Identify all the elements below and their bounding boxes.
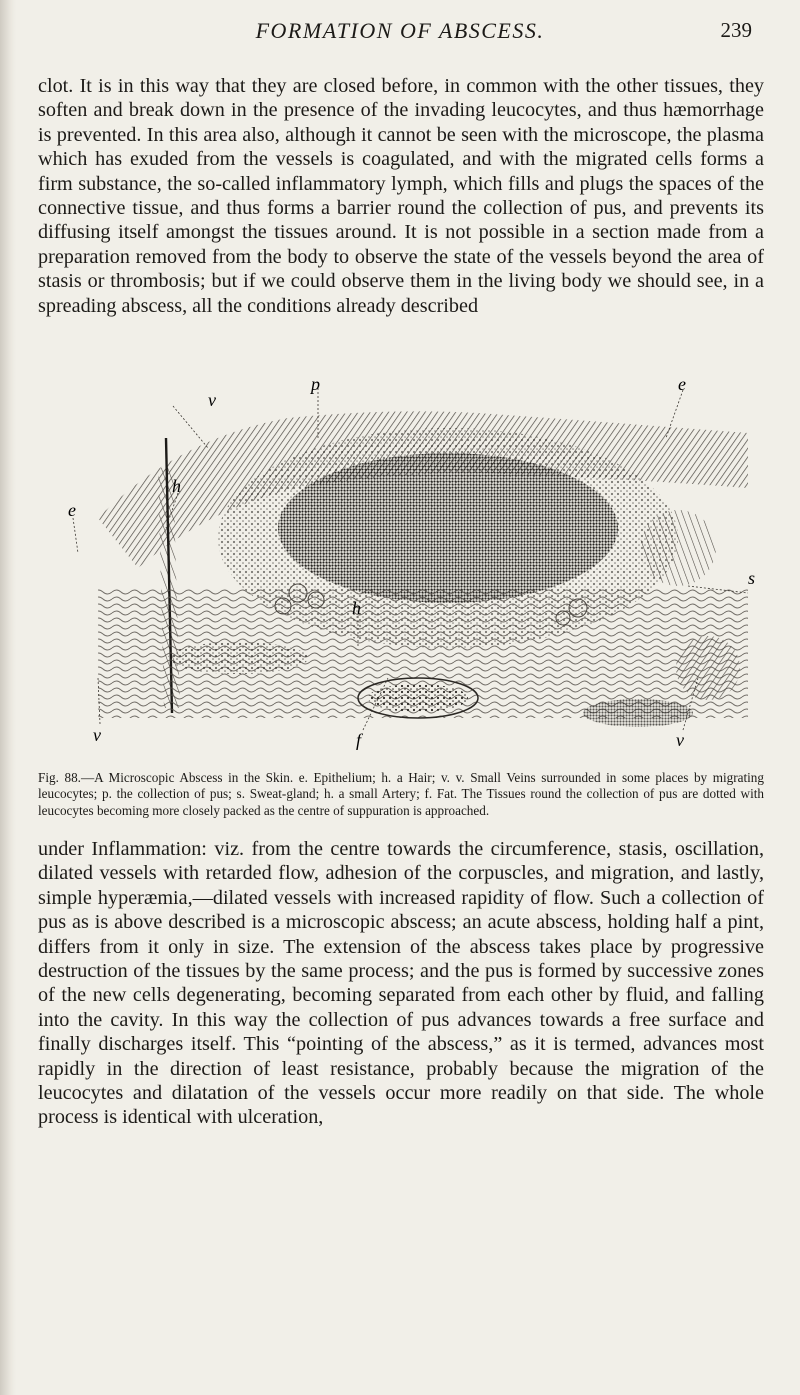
label-p: p (311, 378, 320, 394)
label-v-bottom-right: v (676, 730, 684, 750)
microscope-section-engraving (58, 378, 763, 758)
abscess-illustration (58, 378, 763, 758)
label-e-left: e (68, 500, 76, 520)
label-v-bottom-left: v (93, 725, 101, 745)
page-number: 239 (720, 18, 752, 42)
paragraph-top: clot. It is in this way that they are closed before, in common with the other tissues, they soften and break down in the presence of the invading leucocytes, and thus hæmorrhage is prevented. In this area also, although it cannot be seen with the microscope, the plasma which has exuded from the vessels is coagulated, and with the migrated cells forms a firm substance, the so-called inflammatory lymph, which fills and plugs the spaces of the connective tissue, and thus forms a barrier round the collection of pus, and prevents its diffusing itself amongst the tissues around. It is not possible in a section made from a preparation removed from the body to observe the state of the vessels beyond the area of stasis or thrombosis; but if we could observe them in the living body we should see, in a spreading abscess, all the conditions already described (38, 75, 764, 317)
label-v-top: v (208, 390, 216, 410)
page-header (0, 18, 800, 58)
label-e-top: e (678, 378, 686, 394)
figure-caption: Fig. 88.—A Microscopic Abscess in the Skin. e. Epithelium; h. a Hair; v. v. Small Veins surrounded in some places by migrating leucocytes; p. the collection of pus; s. Sweat-gland; h. a small Artery; f. Fat. The Tissues round the collection of pus are dotted with leucocytes becoming more closely packed as the centre of suppuration is approached. (38, 770, 764, 818)
label-h-artery: h (352, 598, 361, 618)
label-f: f (356, 730, 362, 750)
binding-shadow (0, 0, 16, 1395)
label-s: s (748, 568, 756, 588)
paragraph-bottom: under Inflammation: viz. from the centre towards the circumference, stasis, oscillation, dilated vessels with retarded flow, adhesion of the corpuscles, and migration, and lastly, simple hyperæmia,—dilated vessels with increased rapidity of flow. Such a collection of pus as is above described is a microscopic abscess; an acute abscess, holding half a pint, differs from it only in size. The extension of the abscess takes place by progressive destruction of the tissues by the same process; and the pus is formed by successive zones of the new cells degenerating, becoming separated from each other by fluid, and falling into the cavity. In this way the collection of pus advances towards a free surface and finally discharges itself. This “pointing of the abscess,” as it is termed, advances most rapidly in the direction of least resistance, probably because the migration of the leucocytes and dilatation of the vessels occur more readily on that side. The whole process is identical with ulceration, (38, 838, 764, 1129)
label-h: h (172, 476, 181, 496)
running-title: FORMATION OF ABSCESS. (255, 18, 545, 43)
